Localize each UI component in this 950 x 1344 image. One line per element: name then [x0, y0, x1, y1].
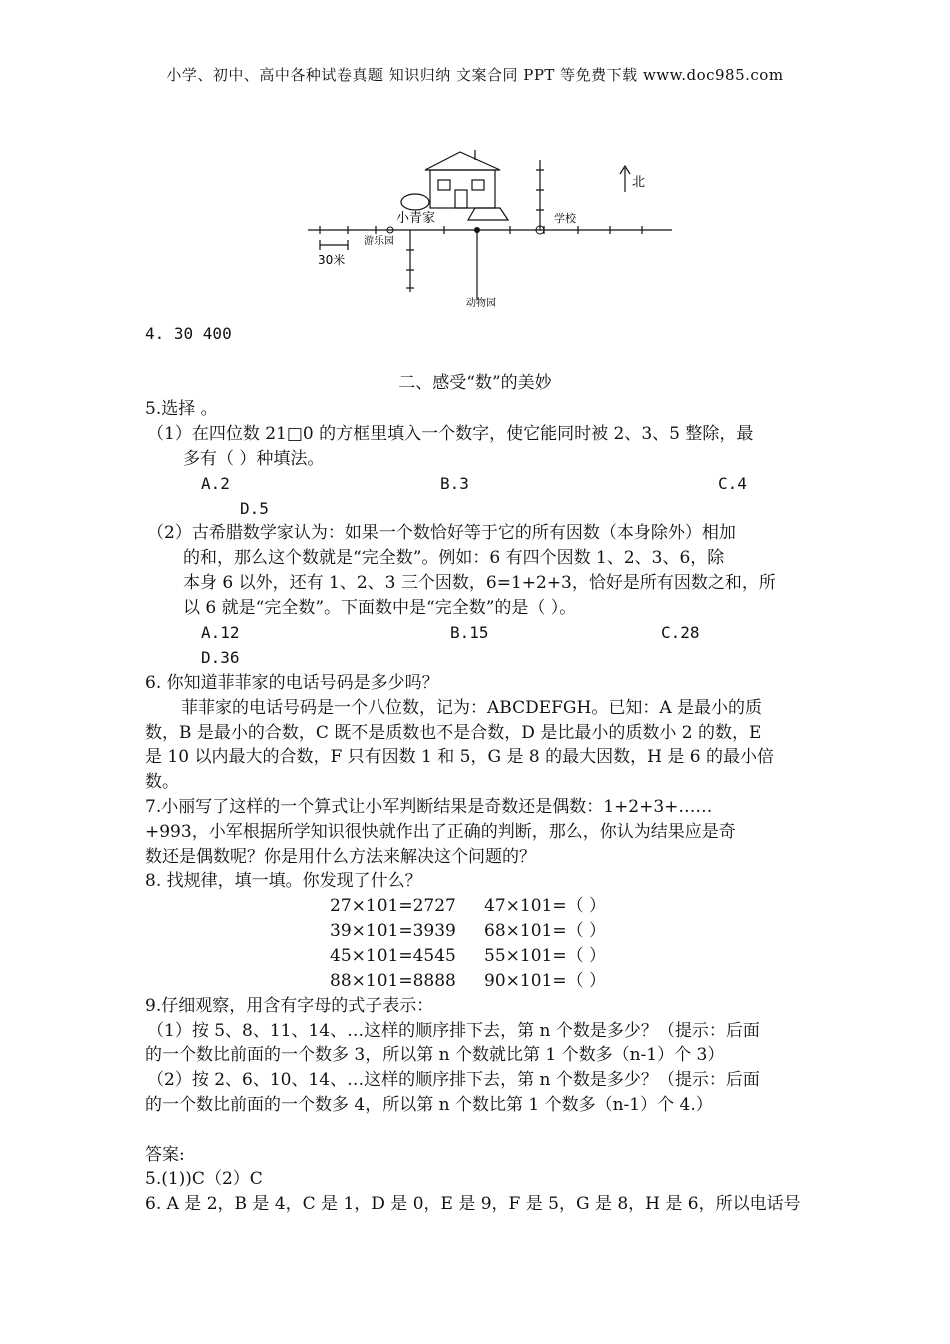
q8-row-right: 47×101=（ ） [484, 896, 606, 916]
answer-5: 5.(1))C（2）C [145, 1169, 263, 1189]
q8-row-right: 90×101=（ ） [484, 971, 606, 991]
q5-label: 5.选择 。 [145, 399, 218, 419]
q8-row-left: 27×101=2727 [330, 896, 456, 916]
map-label-home: 小青家 [396, 211, 436, 226]
q9-part2-line2: 的一个数比前面的一个数多 4，所以第 n 个数比第 1 个数多（n-1）个 4.） [145, 1095, 713, 1115]
q5-part1-option-a: A.2 [201, 474, 230, 493]
map-figure [300, 140, 680, 310]
map-label-north: 北 [632, 175, 646, 190]
q4-answer: 4. 30 400 [145, 324, 232, 343]
q5-part1-option-d: D.5 [240, 499, 269, 518]
q8-row-left: 39×101=3939 [330, 921, 456, 941]
q5-part1-line1: （1）在四位数 21□0 的方框里填入一个数字，使它能同时被 2、3、5 整除，最 [147, 424, 754, 444]
q6-line3: 数，B 是最小的合数，C 既不是质数也不是合数，D 是比最小的质数小 2 的数，E [145, 723, 762, 743]
q6-line5: 数。 [145, 772, 179, 792]
answers-label: 答案: [145, 1145, 185, 1165]
map-scale-label: 30米 [318, 253, 346, 267]
q5-part2-option-c: C.28 [661, 623, 700, 642]
section-title: 二、感受“数”的美妙 [398, 373, 552, 393]
q8-row-left: 45×101=4545 [330, 946, 456, 966]
answer-6: 6. A 是 2，B 是 4，C 是 1，D 是 0，E 是 9，F 是 5，G 是 8，H 是 6，所以电话号 [145, 1194, 801, 1214]
q9-part1-line2: 的一个数比前面的一个数多 3，所以第 n 个数就比第 1 个数多（n-1）个 3） [145, 1045, 725, 1065]
q5-part2-option-b: B.15 [450, 623, 489, 642]
q6-line4: 是 10 以内最大的合数，F 只有因数 1 和 5，G 是 8 的最大因数，H 是 6 的最小倍 [145, 747, 774, 767]
q7-line1: 7.小丽写了这样的一个算式让小军判断结果是奇数还是偶数：1+2+3+…… [145, 797, 713, 817]
q9-part1-line1: （1）按 5、8、11、14、…这样的顺序排下去，第 n 个数是多少？（提示：后面 [147, 1021, 760, 1041]
q5-part1-option-c: C.4 [718, 474, 747, 493]
q6-line2: 菲菲家的电话号码是一个八位数，记为：ABCDEFGH。已知：A 是最小的质 [181, 698, 763, 718]
q5-part2-option-a: A.12 [201, 623, 240, 642]
q9-part2-line1: （2）按 2、6、10、14、…这样的顺序排下去，第 n 个数是多少？（提示：后面 [147, 1070, 760, 1090]
q5-part2-option-d: D.36 [201, 648, 240, 667]
q5-part1-line2: 多有（ ）种填法。 [183, 449, 325, 469]
q5-part2-line4: 以 6 就是“完全数”。下面数中是“完全数”的是（ ）。 [183, 598, 577, 618]
q7-line2: +993，小军根据所学知识很快就作出了正确的判断，那么，你认为结果应是奇 [145, 822, 736, 842]
q5-part2-line2: 的和，那么这个数就是“完全数”。例如：6 有四个因数 1、2、3、6，除 [183, 548, 725, 568]
q8-row-right: 55×101=（ ） [484, 946, 606, 966]
q5-part2-line3: 本身 6 以外，还有 1、2、3 三个因数，6=1+2+3，恰好是所有因数之和，所 [183, 573, 776, 593]
q8-row-right: 68×101=（ ） [484, 921, 606, 941]
q7-line3: 数还是偶数呢？你是用什么方法来解决这个问题的？ [145, 847, 536, 867]
map-label-school: 学校 [554, 212, 576, 225]
q8-row-left: 88×101=8888 [330, 971, 456, 991]
q5-part1-option-b: B.3 [440, 474, 469, 493]
page-header: 小学、初中、高中各种试卷真题 知识归纳 文案合同 PPT 等免费下载 www.doc985.com [166, 66, 784, 84]
map-label-park: 游乐园 [364, 236, 394, 247]
q5-part2-line1: （2）古希腊数学家认为：如果一个数恰好等于它的所有因数（本身除外）相加 [147, 523, 736, 543]
q6-line1: 6. 你知道菲菲家的电话号码是多少吗？ [145, 673, 439, 693]
q9-label: 9.仔细观察，用含有字母的式子表示： [145, 996, 434, 1016]
map-label-zoo: 动物园 [466, 298, 496, 309]
q8-label: 8. 找规律，填一填。你发现了什么？ [145, 871, 422, 891]
